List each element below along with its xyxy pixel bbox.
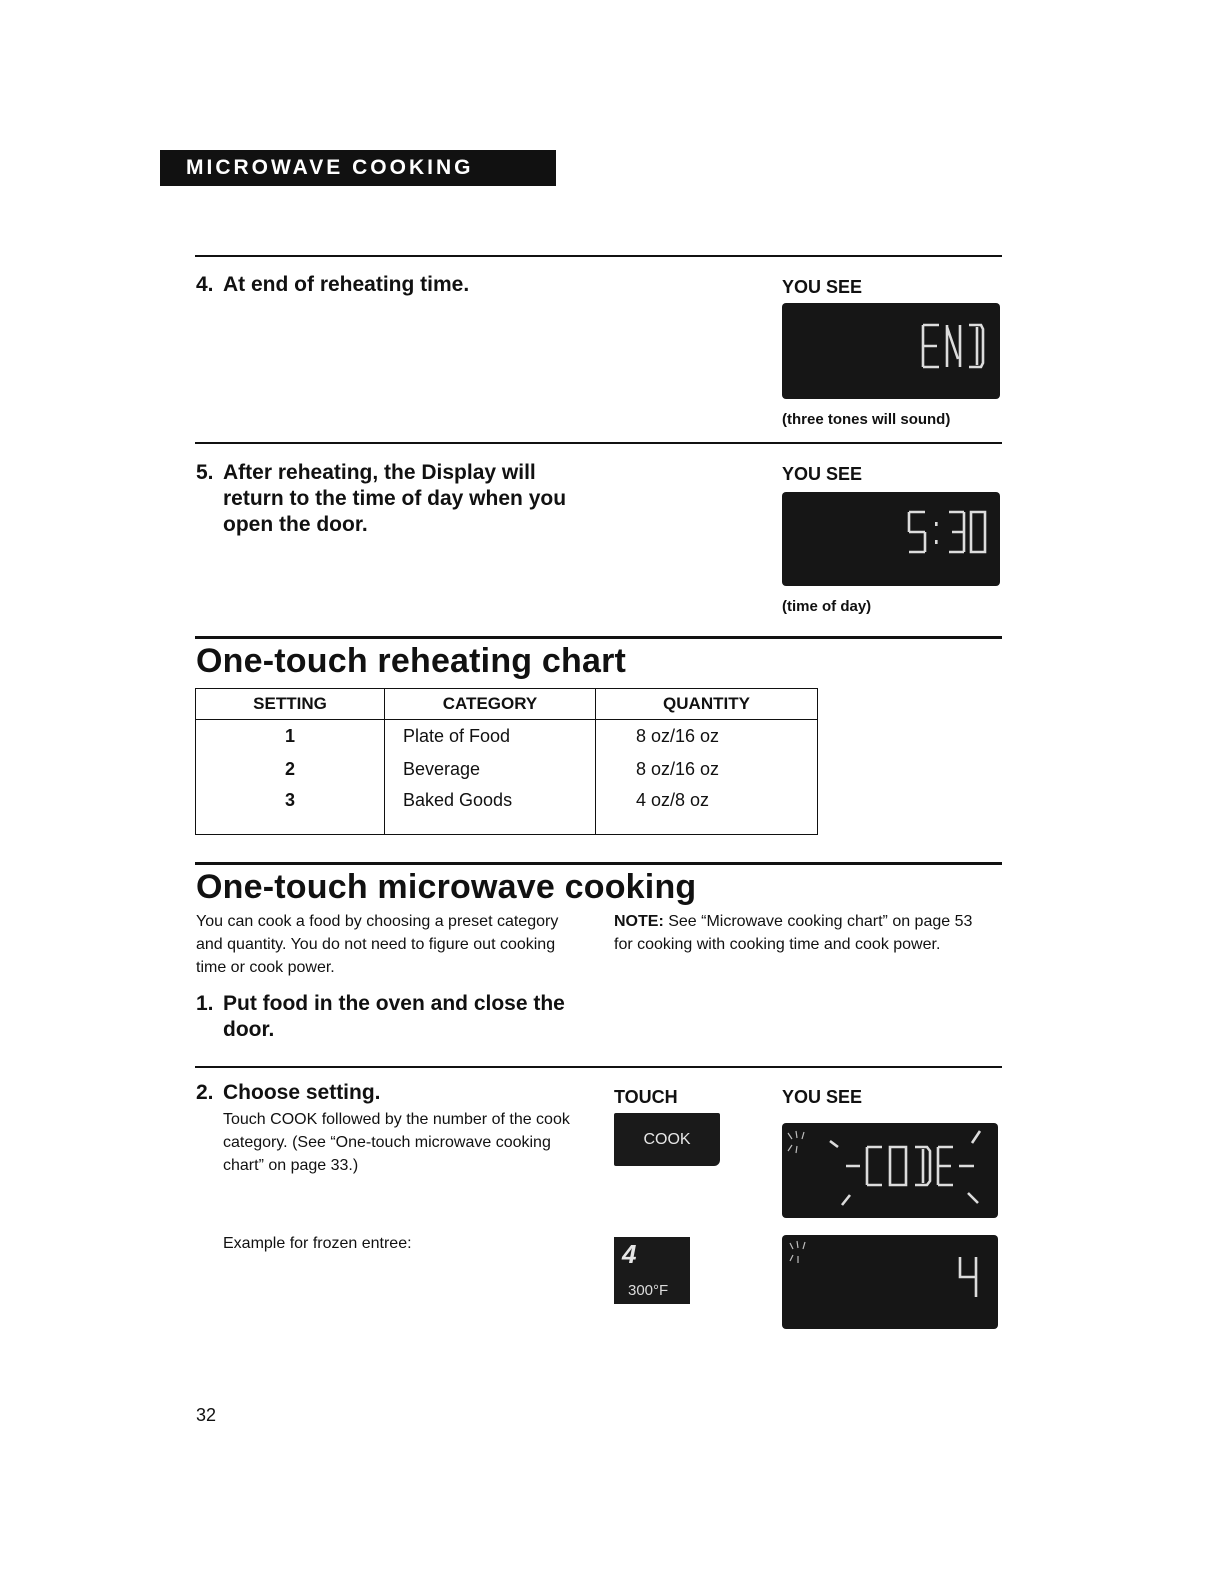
one-touch-cooking-title: One-touch microwave cooking [196,868,697,906]
divider [195,442,1002,444]
display-panel-time [782,492,1000,586]
page-number: 32 [196,1405,217,1425]
reheating-chart-title: One-touch reheating chart [196,642,627,680]
step-2-instructions: Touch COOK followed by the number of the cook category. (See “One-touch microwave cooking chart” on page 33.) [223,1111,570,1174]
seven-segment-display [782,303,1000,399]
step-number: 5. [196,461,214,484]
cell-category: Baked Goods [385,786,596,835]
cell-quantity: 8 oz/16 oz [596,753,818,786]
example-text: Example for frozen entree: [223,1235,412,1252]
divider [195,255,1002,257]
cell-setting: 3 [196,786,385,835]
step-title: Choose setting. [223,1081,381,1104]
you-see-label: YOU SEE [782,464,863,484]
seven-segment-display [782,1123,998,1218]
number-4-key[interactable] [614,1237,690,1304]
seven-segment-display [782,492,1000,586]
key-temp: 300°F [628,1282,669,1299]
column-header-category: CATEGORY [385,689,596,720]
step-number: 2. [196,1081,214,1104]
display-caption: (time of day) [782,598,872,615]
column-header-setting: SETTING [196,689,385,720]
display-panel-code [782,1123,998,1218]
you-see-label: YOU SEE [782,1087,863,1107]
step-1 [196,991,596,1043]
divider [195,1066,1002,1068]
table-row [196,720,818,754]
touch-label: TOUCH [614,1087,678,1107]
cell-category: Plate of Food [385,720,596,754]
display-panel-number [782,1235,998,1329]
column-header-quantity: QUANTITY [596,689,818,720]
note-label: NOTE: [614,913,664,930]
note-text: See “Microwave cooking chart” on page 53 for cooking with cooking time and cook power. [614,913,973,953]
display-panel-end [782,303,1000,399]
table-row [196,786,818,835]
section-banner: MICROWAVE COOKING [160,150,556,186]
step-number: 4. [196,273,214,296]
divider [195,636,1002,639]
key-number: 4 [622,1239,637,1269]
cell-setting: 2 [196,753,385,786]
reheating-chart [195,688,818,835]
step-4 [196,272,616,298]
divider [195,862,1002,865]
step-text: After reheating, the Display will return to the time of day when you open the door. [223,461,567,536]
step-text: At end of reheating time. [223,273,470,296]
display-caption: (three tones will sound) [782,411,951,428]
step-text: Put food in the oven and close the door. [223,992,565,1041]
reheating-table [195,688,818,835]
note-paragraph [614,910,994,956]
cell-category: Beverage [385,753,596,786]
seven-segment-display [782,1235,998,1329]
cook-key[interactable]: COOK [614,1113,720,1166]
cell-quantity: 4 oz/8 oz [596,786,818,835]
step-2 [196,1080,576,1106]
table-row [196,753,818,786]
step-number: 1. [196,992,214,1015]
cell-quantity: 8 oz/16 oz [596,720,818,754]
you-see-label: YOU SEE [782,277,863,297]
intro-paragraph: You can cook a food by choosing a preset category and quantity. You do not need to figure out cooking time or cook power. [196,913,559,976]
cell-setting: 1 [196,720,385,754]
table-header-row [196,689,818,720]
step-5 [196,460,596,538]
